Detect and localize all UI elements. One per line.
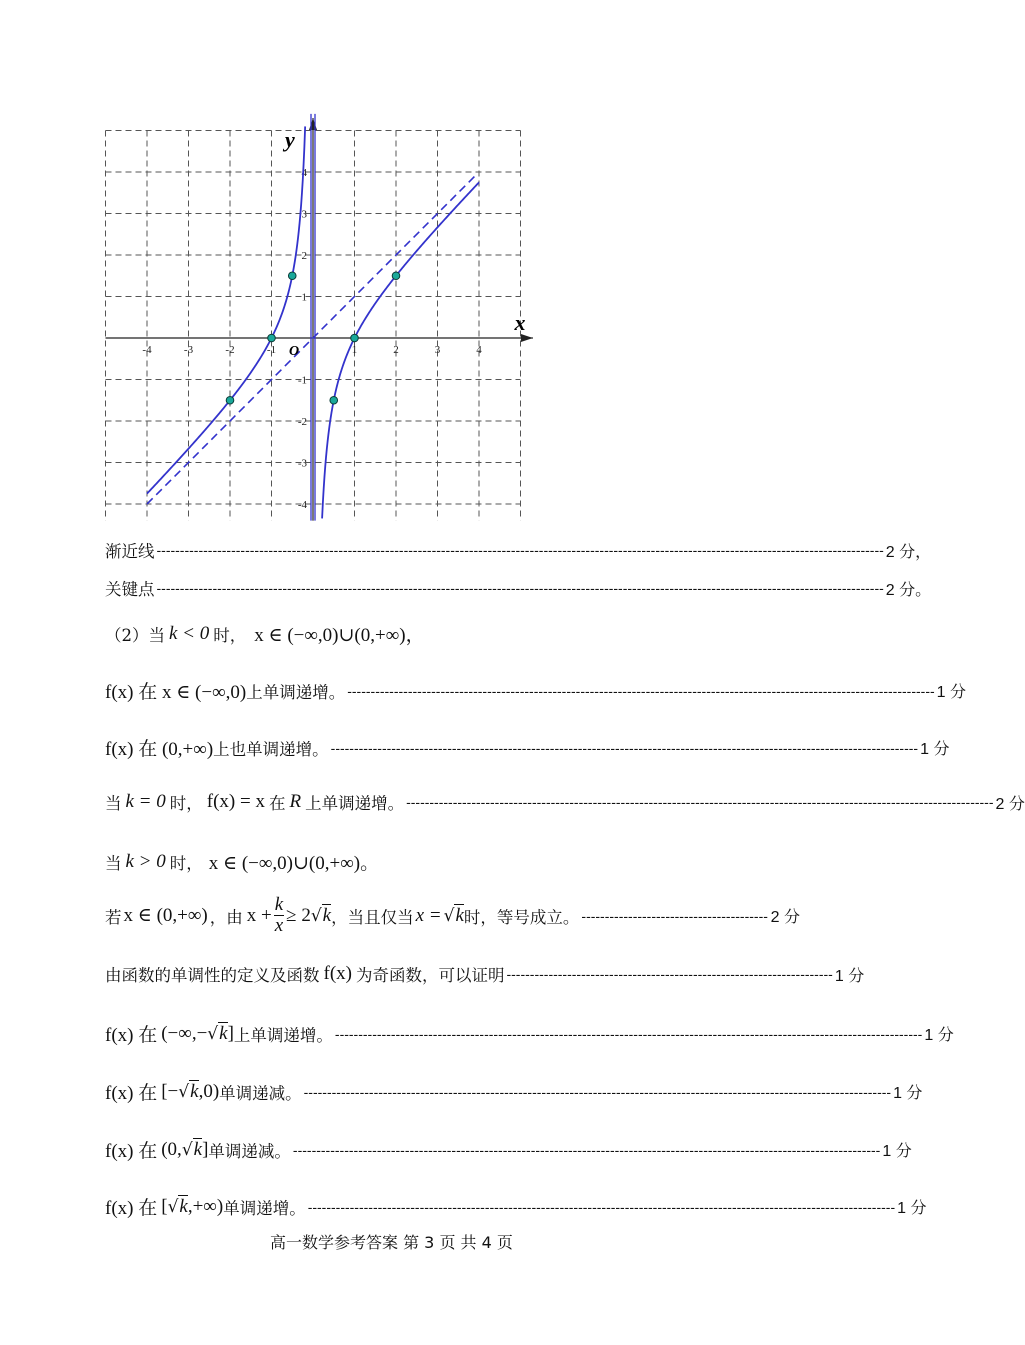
line-6 xyxy=(105,962,865,986)
dash-leader: ------------------------------------------------------------------------------------------------------------------------------ xyxy=(334,1025,923,1042)
l2-score: 1 分 xyxy=(920,741,950,758)
key-point xyxy=(351,334,359,342)
key-point xyxy=(288,272,296,280)
l4-mid: 时， xyxy=(169,853,203,873)
l5-iff: ，当且仅当 xyxy=(331,907,414,927)
l10-interval-a: [ xyxy=(161,1195,168,1217)
y-tick-label: -1 xyxy=(297,374,307,387)
x-tick-label: -2 xyxy=(225,344,235,356)
x-axis-arrow xyxy=(521,334,533,342)
y-tick-label: 4 xyxy=(301,167,307,179)
l3-R: R xyxy=(289,791,302,812)
l1-expr: f(x) 在 x ∈ (−∞,0) xyxy=(105,682,247,703)
line-9 xyxy=(105,1136,912,1163)
function-graph xyxy=(98,112,538,524)
dash-leader: ------------------------------------------------------------------------------------------------------------------------------ xyxy=(347,682,935,699)
l2-expr: f(x) 在 (0,+∞) xyxy=(105,739,214,760)
l8-fx: f(x) 在 xyxy=(105,1083,158,1104)
l9-score: 1 分 xyxy=(882,1143,912,1160)
origin-label: O xyxy=(289,344,300,359)
l10-interval-b: ,+∞) xyxy=(187,1195,224,1217)
l1-score: 1 分 xyxy=(936,684,967,701)
dash-leader: ------------------------------------------------------------------------------------------------------------------------------ xyxy=(406,794,994,810)
l2-text: 上也单调递增。 xyxy=(213,739,329,759)
l3-in: 在 xyxy=(268,794,286,813)
fraction-k-over-x xyxy=(274,895,284,936)
y-tick-label: 3 xyxy=(301,208,307,221)
l7-fx: f(x) 在 xyxy=(105,1025,158,1046)
l5-score: 2 分 xyxy=(770,909,800,926)
key-point xyxy=(330,396,338,404)
dash-leader: ------------------------------------------------------------------------------------------------------------------------------ xyxy=(307,1198,896,1215)
l9-text: 单调递减。 xyxy=(208,1141,291,1161)
sqrt-k: k xyxy=(219,1023,228,1044)
dash-leader: ------------------------------------------------------------------------------------------------------------------------------ xyxy=(330,739,919,756)
key-point xyxy=(226,396,234,404)
line-2 xyxy=(105,734,950,761)
x-tick-label: 4 xyxy=(476,344,482,356)
page-footer: 高一数学参考答案 第 3 页 共 4 页 xyxy=(270,1233,513,1252)
line-4 xyxy=(105,848,379,875)
key-point xyxy=(392,272,400,280)
l7-score: 1 分 xyxy=(924,1027,954,1044)
sqrt-sign: √ xyxy=(443,905,455,926)
keypoint-label: 关键点 xyxy=(105,580,155,599)
l6-text2: 为奇函数，可以证明 xyxy=(355,966,505,985)
x-tick-label: -4 xyxy=(142,344,152,356)
axes xyxy=(106,118,533,521)
frac-denominator: x xyxy=(274,915,284,936)
y-tick-label: 2 xyxy=(301,250,307,262)
y-tick-label: -4 xyxy=(297,499,307,511)
frac-numerator: k xyxy=(274,894,284,915)
dash-leader: ------------------------------------------------------------------------------------------------------------------------------------------------------------ xyxy=(156,580,884,596)
sqrt-k: k xyxy=(455,905,464,926)
x-tick-label: -1 xyxy=(266,344,277,356)
y-tick-label: -2 xyxy=(297,416,307,428)
l5-eq: x = xyxy=(415,904,442,926)
dash-leader: ------------------------------------------------------------------------------------------------------------------------------------------------------------ xyxy=(156,542,884,558)
l10-text: 单调递增。 xyxy=(223,1198,306,1218)
dash-leader: ------------------------------------------------------------------------------------------------------------------------------ xyxy=(303,1083,892,1100)
x-tick-label: 1 xyxy=(351,344,358,356)
l9-fx: f(x) 在 xyxy=(105,1141,158,1162)
line-7 xyxy=(105,1020,954,1047)
sqrt-sign: √ xyxy=(167,1196,179,1217)
l10-fx: f(x) 在 xyxy=(105,1198,158,1219)
x-tick-label: 2 xyxy=(393,344,399,356)
dash-leader: ---------------------------------------------------------------------- xyxy=(506,966,833,982)
l3-expr: f(x) = x xyxy=(206,791,265,812)
line-1 xyxy=(105,677,967,704)
part2-prefix: （2）当 xyxy=(105,625,165,645)
l3-text: 上单调递增。 xyxy=(305,794,405,813)
l4-prefix: 当 xyxy=(105,853,122,873)
tick-labels xyxy=(142,167,482,511)
l8-interval-a: [− xyxy=(161,1080,179,1102)
l3-score: 2 分 xyxy=(995,795,1025,813)
y-axis-arrow xyxy=(309,118,317,130)
l5-prefix: 若 xyxy=(105,907,122,927)
x-axis-label: x xyxy=(514,310,526,335)
part2-condition: k < 0 xyxy=(169,622,210,644)
l5-ineq: ≥ 2 xyxy=(286,904,311,926)
line-5 xyxy=(105,895,800,936)
l4-condition: k > 0 xyxy=(125,850,166,872)
curve-right-branch xyxy=(322,182,479,518)
line-8 xyxy=(105,1078,923,1105)
dash-leader: ------------------------------------------------------------------------------------------------------------------------------ xyxy=(292,1141,881,1158)
sqrt-sign: √ xyxy=(310,905,322,926)
line-3 xyxy=(105,790,1025,814)
part2-intro xyxy=(105,620,425,647)
l6-text1: 由函数的单调性的定义及函数 xyxy=(105,966,320,985)
l6-fx: f(x) xyxy=(323,963,352,984)
l3-condition: k = 0 xyxy=(125,791,166,812)
l4-domain: x ∈ (−∞,0)∪(0,+∞)。 xyxy=(208,853,380,874)
l8-score: 1 分 xyxy=(893,1085,923,1102)
l7-interval-a: (−∞,− xyxy=(161,1022,208,1044)
l5-x: x + xyxy=(246,904,272,926)
l7-interval-b: ] xyxy=(227,1022,234,1044)
l5-condition: x ∈ (0,+∞) xyxy=(123,905,208,926)
y-axis-label: y xyxy=(285,127,295,153)
l6-score: 1 分 xyxy=(834,967,865,985)
sqrt-sign: √ xyxy=(207,1023,219,1044)
l9-interval-b: ] xyxy=(202,1138,209,1160)
asymptote-score: 2 分， xyxy=(885,543,932,561)
sqrt-k: k xyxy=(322,905,332,926)
l8-interval-b: ,0) xyxy=(198,1080,220,1102)
l5-by: ，由 xyxy=(209,907,243,927)
l5-tail: 时，等号成立。 xyxy=(463,907,580,927)
asymptote-label: 渐近线 xyxy=(105,542,155,561)
keypoint-score-line xyxy=(105,576,932,600)
l9-interval-a: (0, xyxy=(161,1138,182,1160)
l8-text: 单调递减。 xyxy=(219,1083,302,1103)
sqrt-sign: √ xyxy=(181,1139,193,1160)
part2-domain: x ∈ (−∞,0)∪(0,+∞)， xyxy=(254,625,425,646)
line-10 xyxy=(105,1193,927,1220)
l3-mid: 时， xyxy=(169,794,203,813)
y-tick-label: -3 xyxy=(297,457,307,470)
part2-when: 时， xyxy=(213,625,247,645)
asymptote-score-line xyxy=(105,538,932,562)
l7-text: 上单调递增。 xyxy=(233,1025,333,1045)
curve-left-branch xyxy=(147,126,305,493)
x-tick-label: -3 xyxy=(183,344,194,356)
dash-leader: ---------------------------------------- xyxy=(581,907,768,924)
x-tick-label: 3 xyxy=(434,344,441,356)
sqrt-sign: √ xyxy=(178,1081,190,1102)
sqrt-k: k xyxy=(193,1139,203,1160)
l3-prefix: 当 xyxy=(105,794,122,813)
l1-text: 上单调递增。 xyxy=(246,682,346,702)
sqrt-k: k xyxy=(190,1081,199,1102)
keypoint-score: 2 分。 xyxy=(885,581,932,599)
y-tick-label: 1 xyxy=(301,291,307,304)
sqrt-k: k xyxy=(179,1196,188,1217)
key-point xyxy=(268,334,276,342)
l10-score: 1 分 xyxy=(897,1200,927,1217)
